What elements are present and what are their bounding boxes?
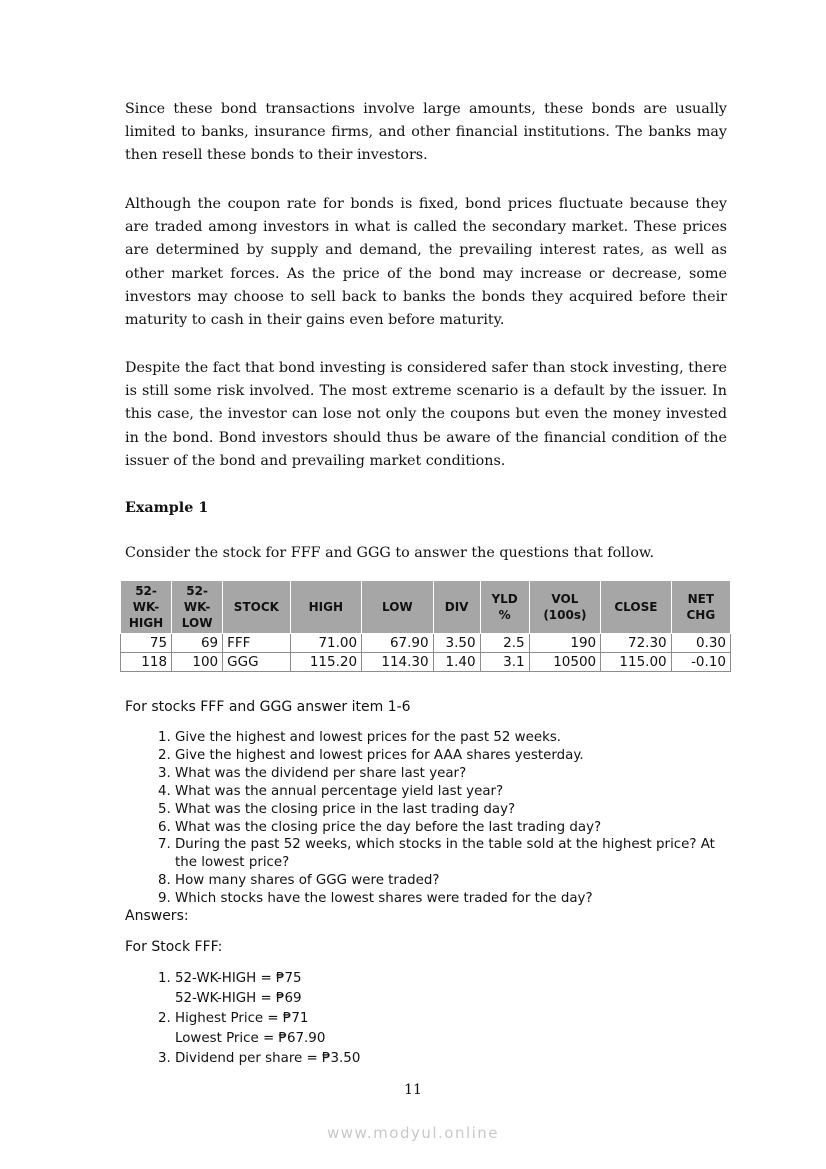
header-stock: STOCK [223,581,290,634]
question-item: 4. What was the annual percentage yield last year? [175,783,715,801]
answer-line: 2. Highest Price = ₱71 [175,1011,309,1026]
header-52wk-low: 52- WK- LOW [172,581,223,634]
question-item: 9. Which stocks have the lowest shares were traded for the day? [175,890,715,908]
cell: 1.40 [433,653,480,672]
header-high: HIGH [290,581,362,634]
question-item: 2. Give the highest and lowest prices for AAA shares yesterday. [175,747,715,765]
cell: 75 [121,634,172,653]
paragraph-2: Although the coupon rate for bonds is fixed, bond prices fluctuate because they are traded among investors in what is called the secondary market. These prices are determined by supply and demand, the prevailing interest rates, as well as other market forces. As the price of the bond may increase or decrease, some investors may choose to sell back to banks the bonds they acquired before their maturity to cash in their gains even before maturity. [125,196,727,329]
cell: 0.30 [671,634,730,653]
paragraph-3: Despite the fact that bond investing is considered safer than stock investing, there is still some risk involved. The most extreme scenario is a default by the issuer. In this case, the investor can lose not only the coupons but even the money invested in the bond. Bond investors should thus be aware of the financial condition of the issuer of the bond and prevailing market conditions. [125,360,727,469]
cell: FFF [223,634,290,653]
answer-item [175,969,715,1009]
cell: 115.00 [601,653,672,672]
page-number: 11 [404,1082,422,1098]
items-intro: For stocks FFF and GGG answer item 1-6 [125,699,411,715]
table-row [121,653,731,672]
question-item: 8. How many shares of GGG were traded? [175,872,715,890]
answer-line: 1. 52-WK-HIGH = ₱75 [175,971,302,986]
paragraph-1: Since these bond transactions involve large amounts, these bonds are usually limited to banks, insurance firms, and other financial institutions. The banks may then resell these bonds to their investors. [125,101,727,164]
cell: -0.10 [671,653,730,672]
question-item: 6. What was the closing price the day before the last trading day? [175,819,715,837]
answers-label: Answers: [125,908,189,924]
header-low: LOW [362,581,434,634]
header-yld: YLD % [480,581,529,634]
question-item: 7. During the past 52 weeks, which stocks in the table sold at the highest price? At the lowest price? [175,836,715,872]
cell: 3.50 [433,634,480,653]
answer-line: Lowest Price = ₱67.90 [175,1031,326,1046]
cell: 115.20 [290,653,362,672]
answer-line: 3. Dividend per share = ₱3.50 [175,1051,361,1066]
cell: 3.1 [480,653,529,672]
watermark: www.modyul.online [326,1124,500,1142]
cell: 69 [172,634,223,653]
table-header-row [121,581,731,634]
table-row [121,634,731,653]
cell: 118 [121,653,172,672]
example-intro: Consider the stock for FFF and GGG to answer the questions that follow. [125,545,655,561]
cell: 71.00 [290,634,362,653]
cell: 100 [172,653,223,672]
answer-line: 52-WK-HIGH = ₱69 [175,991,302,1006]
header-net-chg: NET CHG [671,581,730,634]
cell: 2.5 [480,634,529,653]
cell: GGG [223,653,290,672]
header-52wk-high: 52- WK- HIGH [121,581,172,634]
cell: 10500 [529,653,601,672]
header-close: CLOSE [601,581,672,634]
header-div: DIV [433,581,480,634]
cell: 190 [529,634,601,653]
cell: 114.30 [362,653,434,672]
cell: 67.90 [362,634,434,653]
answer-list [125,969,715,1069]
example-heading: Example 1 [125,500,209,516]
header-vol: VOL (100s) [529,581,601,634]
question-item: 3. What was the dividend per share last year? [175,765,715,783]
question-list [125,729,715,908]
for-stock-label: For Stock FFF: [125,939,223,955]
stock-table [120,580,731,672]
cell: 72.30 [601,634,672,653]
question-item: 1. Give the highest and lowest prices for the past 52 weeks. [175,729,715,747]
question-item: 5. What was the closing price in the last trading day? [175,801,715,819]
answer-item [175,1049,715,1069]
answer-item [175,1009,715,1049]
